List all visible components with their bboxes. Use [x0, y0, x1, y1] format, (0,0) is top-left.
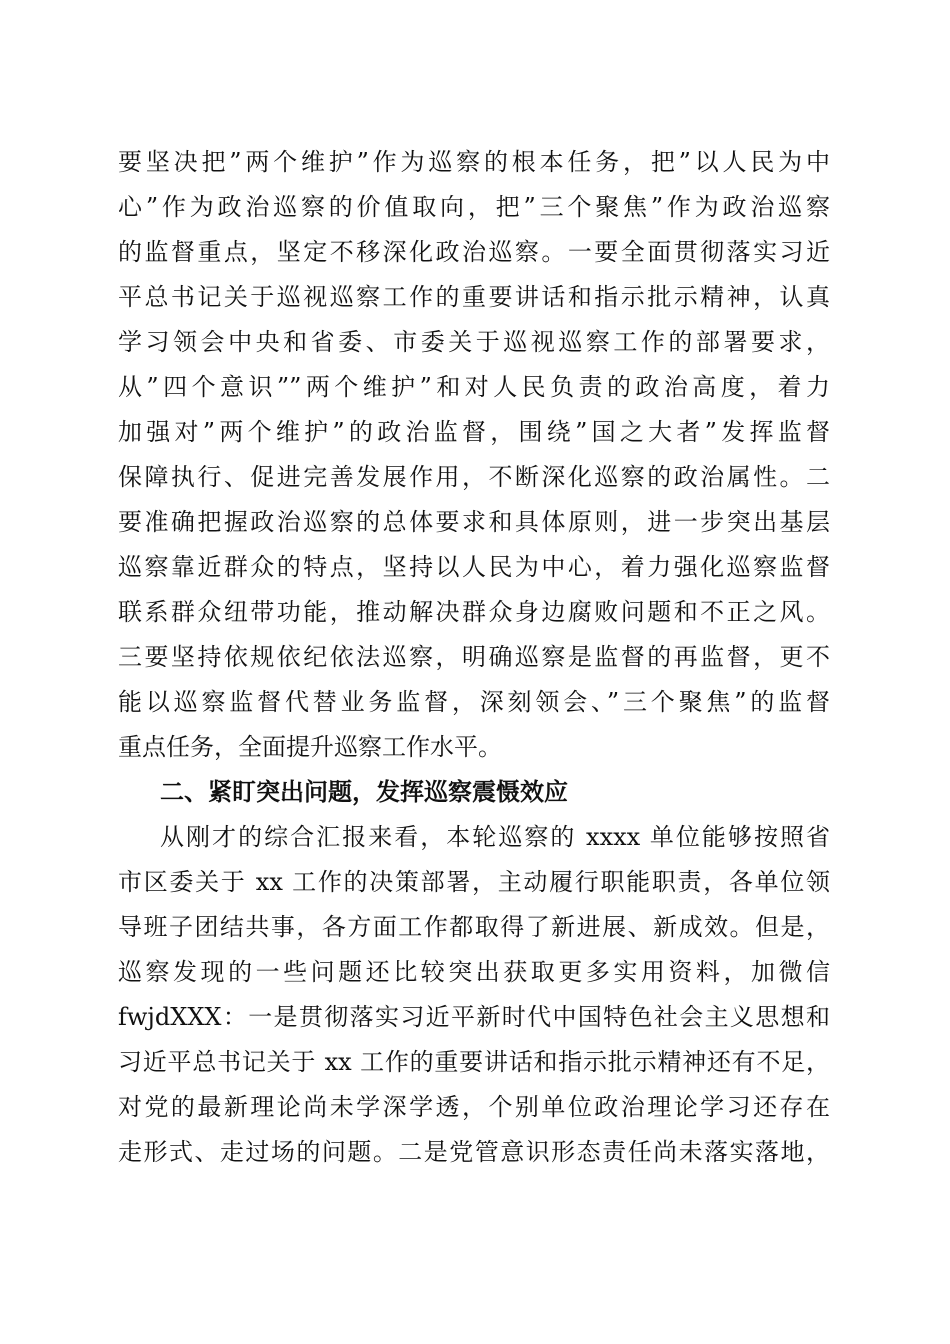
body-text-line: 要准确把握政治巡察的总体要求和具体原则，进一步突出基层 [118, 508, 830, 536]
body-text-line: 心”作为政治巡察的价值取向，把”三个聚焦”作为政治巡察 [118, 193, 830, 221]
body-text-line: 平总书记关于巡视巡察工作的重要讲话和指示批示精神，认真 [118, 283, 830, 311]
body-text-line: fwjdXXX：一是贯彻落实习近平新时代中国特色社会主义思想和 [118, 1003, 830, 1031]
body-text-line: 对党的最新理论尚未学深学透，个别单位政治理论学习还存在 [118, 1093, 830, 1121]
body-text-line: 联系群众纽带功能，推动解决群众身边腐败问题和不正之风。 [118, 598, 830, 626]
body-text-line: 导班子团结共事，各方面工作都取得了新进展、新成效。但是， [118, 913, 830, 941]
body-text-line: 要坚决把”两个维护”作为巡察的根本任务，把”以人民为中 [118, 148, 830, 176]
body-text-line: 保障执行、促进完善发展作用，不断深化巡察的政治属性。二 [118, 463, 830, 491]
body-text-line: 学习领会中央和省委、市委关于巡视巡察工作的部署要求， [118, 328, 830, 356]
body-text-line: 的监督重点，坚定不移深化政治巡察。一要全面贯彻落实习近 [118, 238, 830, 266]
body-text-line: 能以巡察监督代替业务监督，深刻领会、”三个聚焦”的监督 [118, 688, 830, 716]
body-text-line: 市区委关于 xx 工作的决策部署，主动履行职能职责，各单位领 [118, 868, 830, 896]
body-text-line: 巡察靠近群众的特点，坚持以人民为中心，着力强化巡察监督 [118, 553, 830, 581]
body-text-line: 重点任务，全面提升巡察工作水平。 [118, 733, 502, 761]
body-text-line: 从刚才的综合汇报来看，本轮巡察的 xxxx 单位能够按照省 [160, 823, 830, 851]
body-text-line: 巡察发现的一些问题还比较突出获取更多实用资料，加微信 [118, 958, 830, 986]
body-text-line: 加强对”两个维护”的政治监督，围绕”国之大者”发挥监督 [118, 418, 830, 446]
body-text-line: 习近平总书记关于 xx 工作的重要讲话和指示批示精神还有不足， [118, 1048, 830, 1076]
body-text-line: 从”四个意识””两个维护”和对人民负责的政治高度，着力 [118, 373, 830, 401]
body-text-line: 三要坚持依规依纪依法巡察，明确巡察是监督的再监督，更不 [118, 643, 830, 671]
body-text-line: 走形式、走过场的问题。二是党管意识形态责任尚未落实落地， [118, 1138, 830, 1166]
section-heading: 二、紧盯突出问题，发挥巡察震慑效应 [160, 778, 568, 806]
